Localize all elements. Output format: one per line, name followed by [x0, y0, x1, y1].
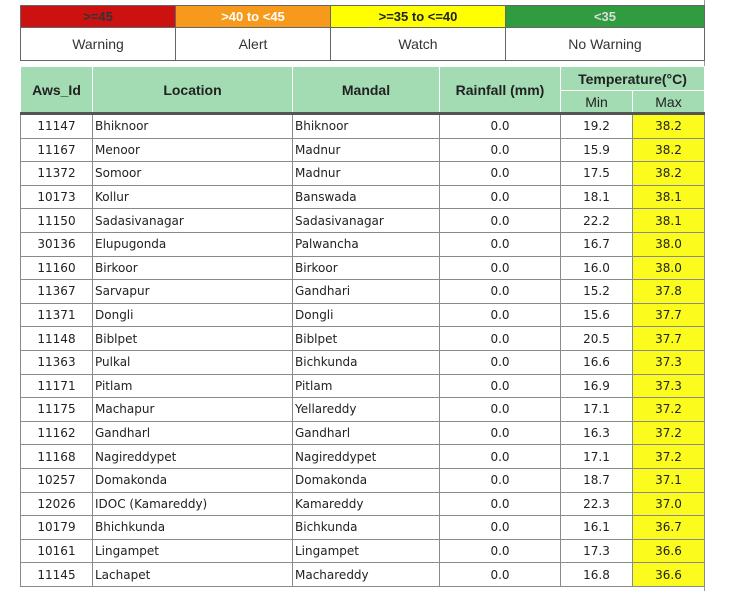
- cell-max-temp: 37.3: [633, 374, 705, 398]
- cell-aws-id: 12026: [21, 492, 93, 516]
- header-location: Location: [93, 67, 293, 114]
- cell-location: Bhiknoor: [93, 114, 293, 139]
- cell-min-temp: 16.8: [561, 563, 633, 587]
- cell-aws-id: 11372: [21, 162, 93, 186]
- cell-aws-id: 10257: [21, 468, 93, 492]
- legend-label-row: [21, 28, 705, 61]
- cell-location: Machapur: [93, 398, 293, 422]
- cell-min-temp: 15.6: [561, 303, 633, 327]
- cell-location: Domakonda: [93, 468, 293, 492]
- cell-aws-id: 11175: [21, 398, 93, 422]
- cell-location: Bhichkunda: [93, 516, 293, 540]
- cell-location: Lachapet: [93, 563, 293, 587]
- legend-label-warning: Warning: [21, 28, 176, 61]
- legend-label-watch: Watch: [331, 28, 506, 61]
- cell-max-temp: 38.2: [633, 114, 705, 139]
- cell-mandal: Madnur: [293, 162, 440, 186]
- cell-max-temp: 37.0: [633, 492, 705, 516]
- cell-rainfall: 0.0: [440, 539, 561, 563]
- cell-location: Sadasivanagar: [93, 209, 293, 233]
- cell-mandal: Bhiknoor: [293, 114, 440, 139]
- header-max: Max: [633, 91, 705, 114]
- table-row: [21, 114, 705, 139]
- table-row: [21, 303, 705, 327]
- cell-max-temp: 38.0: [633, 232, 705, 256]
- cell-rainfall: 0.0: [440, 350, 561, 374]
- cell-max-temp: 36.7: [633, 516, 705, 540]
- cell-mandal: Machareddy: [293, 563, 440, 587]
- cell-max-temp: 38.1: [633, 185, 705, 209]
- table-row: [21, 232, 705, 256]
- header-rainfall: Rainfall (mm): [440, 67, 561, 114]
- cell-min-temp: 20.5: [561, 327, 633, 351]
- cell-location: Kollur: [93, 185, 293, 209]
- cell-min-temp: 18.7: [561, 468, 633, 492]
- cell-max-temp: 38.2: [633, 138, 705, 162]
- cell-max-temp: 37.7: [633, 303, 705, 327]
- cell-max-temp: 37.2: [633, 421, 705, 445]
- cell-min-temp: 16.6: [561, 350, 633, 374]
- cell-min-temp: 22.2: [561, 209, 633, 233]
- cell-min-temp: 16.9: [561, 374, 633, 398]
- header-aws-id: Aws_Id: [21, 67, 93, 114]
- cell-location: Pulkal: [93, 350, 293, 374]
- cell-min-temp: 16.7: [561, 232, 633, 256]
- legend-band-no-warning: <35: [506, 6, 705, 28]
- cell-min-temp: 18.1: [561, 185, 633, 209]
- cell-aws-id: 11168: [21, 445, 93, 469]
- cell-rainfall: 0.0: [440, 138, 561, 162]
- cell-aws-id: 11150: [21, 209, 93, 233]
- cell-location: Nagireddypet: [93, 445, 293, 469]
- cell-rainfall: 0.0: [440, 162, 561, 186]
- cell-rainfall: 0.0: [440, 232, 561, 256]
- cell-rainfall: 0.0: [440, 114, 561, 139]
- cell-location: Pitlam: [93, 374, 293, 398]
- cell-min-temp: 22.3: [561, 492, 633, 516]
- cell-rainfall: 0.0: [440, 398, 561, 422]
- cell-max-temp: 36.6: [633, 539, 705, 563]
- table-row: [21, 563, 705, 587]
- table-row: [21, 209, 705, 233]
- cell-max-temp: 38.0: [633, 256, 705, 280]
- table-row: [21, 539, 705, 563]
- legend-label-no-warning: No Warning: [506, 28, 705, 61]
- table-row: [21, 162, 705, 186]
- cell-location: Gandharl: [93, 421, 293, 445]
- cell-rainfall: 0.0: [440, 445, 561, 469]
- header-temperature: Temperature(°C): [561, 67, 705, 91]
- cell-aws-id: 10161: [21, 539, 93, 563]
- cell-aws-id: 11167: [21, 138, 93, 162]
- cell-rainfall: 0.0: [440, 256, 561, 280]
- cell-min-temp: 16.0: [561, 256, 633, 280]
- cell-mandal: Bichkunda: [293, 516, 440, 540]
- cell-location: Sarvapur: [93, 280, 293, 304]
- cell-max-temp: 37.8: [633, 280, 705, 304]
- cell-aws-id: 11145: [21, 563, 93, 587]
- cell-mandal: Nagireddypet: [293, 445, 440, 469]
- table-row: [21, 468, 705, 492]
- weather-data-table: [20, 66, 705, 587]
- legend-band-warning: >=45: [21, 6, 176, 28]
- table-row: [21, 138, 705, 162]
- table-row: [21, 327, 705, 351]
- table-row: [21, 421, 705, 445]
- cell-rainfall: 0.0: [440, 280, 561, 304]
- cell-mandal: Dongli: [293, 303, 440, 327]
- cell-aws-id: 11148: [21, 327, 93, 351]
- temperature-legend: [20, 5, 705, 61]
- table-row: [21, 445, 705, 469]
- legend-band-alert: >40 to <45: [176, 6, 331, 28]
- cell-min-temp: 17.5: [561, 162, 633, 186]
- cell-min-temp: 16.3: [561, 421, 633, 445]
- table-row: [21, 185, 705, 209]
- cell-location: Lingampet: [93, 539, 293, 563]
- cell-max-temp: 37.2: [633, 398, 705, 422]
- cell-mandal: Palwancha: [293, 232, 440, 256]
- table-row: [21, 350, 705, 374]
- cell-mandal: Biblpet: [293, 327, 440, 351]
- cell-location: Birkoor: [93, 256, 293, 280]
- cell-min-temp: 16.1: [561, 516, 633, 540]
- cell-mandal: Pitlam: [293, 374, 440, 398]
- legend-band-row: [21, 6, 705, 28]
- cell-rainfall: 0.0: [440, 563, 561, 587]
- cell-rainfall: 0.0: [440, 492, 561, 516]
- cell-rainfall: 0.0: [440, 303, 561, 327]
- cell-location: Somoor: [93, 162, 293, 186]
- cell-min-temp: 15.2: [561, 280, 633, 304]
- cell-max-temp: 37.2: [633, 445, 705, 469]
- cell-mandal: Lingampet: [293, 539, 440, 563]
- cell-rainfall: 0.0: [440, 374, 561, 398]
- cell-location: Dongli: [93, 303, 293, 327]
- cell-rainfall: 0.0: [440, 185, 561, 209]
- cell-rainfall: 0.0: [440, 421, 561, 445]
- table-row: [21, 516, 705, 540]
- cell-aws-id: 11363: [21, 350, 93, 374]
- cell-location: IDOC (Kamareddy): [93, 492, 293, 516]
- cell-aws-id: 10173: [21, 185, 93, 209]
- legend-band-watch: >=35 to <=40: [331, 6, 506, 28]
- cell-aws-id: 11371: [21, 303, 93, 327]
- cell-max-temp: 38.2: [633, 162, 705, 186]
- cell-mandal: Kamareddy: [293, 492, 440, 516]
- cell-mandal: Domakonda: [293, 468, 440, 492]
- table-row: [21, 374, 705, 398]
- cell-aws-id: 11367: [21, 280, 93, 304]
- cell-aws-id: 11162: [21, 421, 93, 445]
- cell-location: Menoor: [93, 138, 293, 162]
- cell-min-temp: 19.2: [561, 114, 633, 139]
- cell-mandal: Sadasivanagar: [293, 209, 440, 233]
- cell-max-temp: 37.3: [633, 350, 705, 374]
- cell-aws-id: 11160: [21, 256, 93, 280]
- table-body: [21, 114, 705, 587]
- header-min: Min: [561, 91, 633, 114]
- cell-mandal: Bichkunda: [293, 350, 440, 374]
- table-row: [21, 280, 705, 304]
- cell-max-temp: 37.7: [633, 327, 705, 351]
- cell-min-temp: 15.9: [561, 138, 633, 162]
- cell-mandal: Madnur: [293, 138, 440, 162]
- cell-rainfall: 0.0: [440, 468, 561, 492]
- table-row: [21, 256, 705, 280]
- table-row: [21, 492, 705, 516]
- cell-max-temp: 37.1: [633, 468, 705, 492]
- cell-aws-id: 11171: [21, 374, 93, 398]
- cell-rainfall: 0.0: [440, 516, 561, 540]
- cell-aws-id: 30136: [21, 232, 93, 256]
- cell-max-temp: 36.6: [633, 563, 705, 587]
- cell-rainfall: 0.0: [440, 209, 561, 233]
- cell-min-temp: 17.3: [561, 539, 633, 563]
- cell-rainfall: 0.0: [440, 327, 561, 351]
- cell-mandal: Yellareddy: [293, 398, 440, 422]
- cell-location: Biblpet: [93, 327, 293, 351]
- cell-aws-id: 11147: [21, 114, 93, 139]
- legend-label-alert: Alert: [176, 28, 331, 61]
- cell-mandal: Birkoor: [293, 256, 440, 280]
- table-row: [21, 398, 705, 422]
- cell-mandal: Banswada: [293, 185, 440, 209]
- cell-max-temp: 38.1: [633, 209, 705, 233]
- cell-min-temp: 17.1: [561, 445, 633, 469]
- header-mandal: Mandal: [293, 67, 440, 114]
- cell-min-temp: 17.1: [561, 398, 633, 422]
- cell-mandal: Gandharl: [293, 421, 440, 445]
- cell-mandal: Gandhari: [293, 280, 440, 304]
- cell-location: Elupugonda: [93, 232, 293, 256]
- cell-aws-id: 10179: [21, 516, 93, 540]
